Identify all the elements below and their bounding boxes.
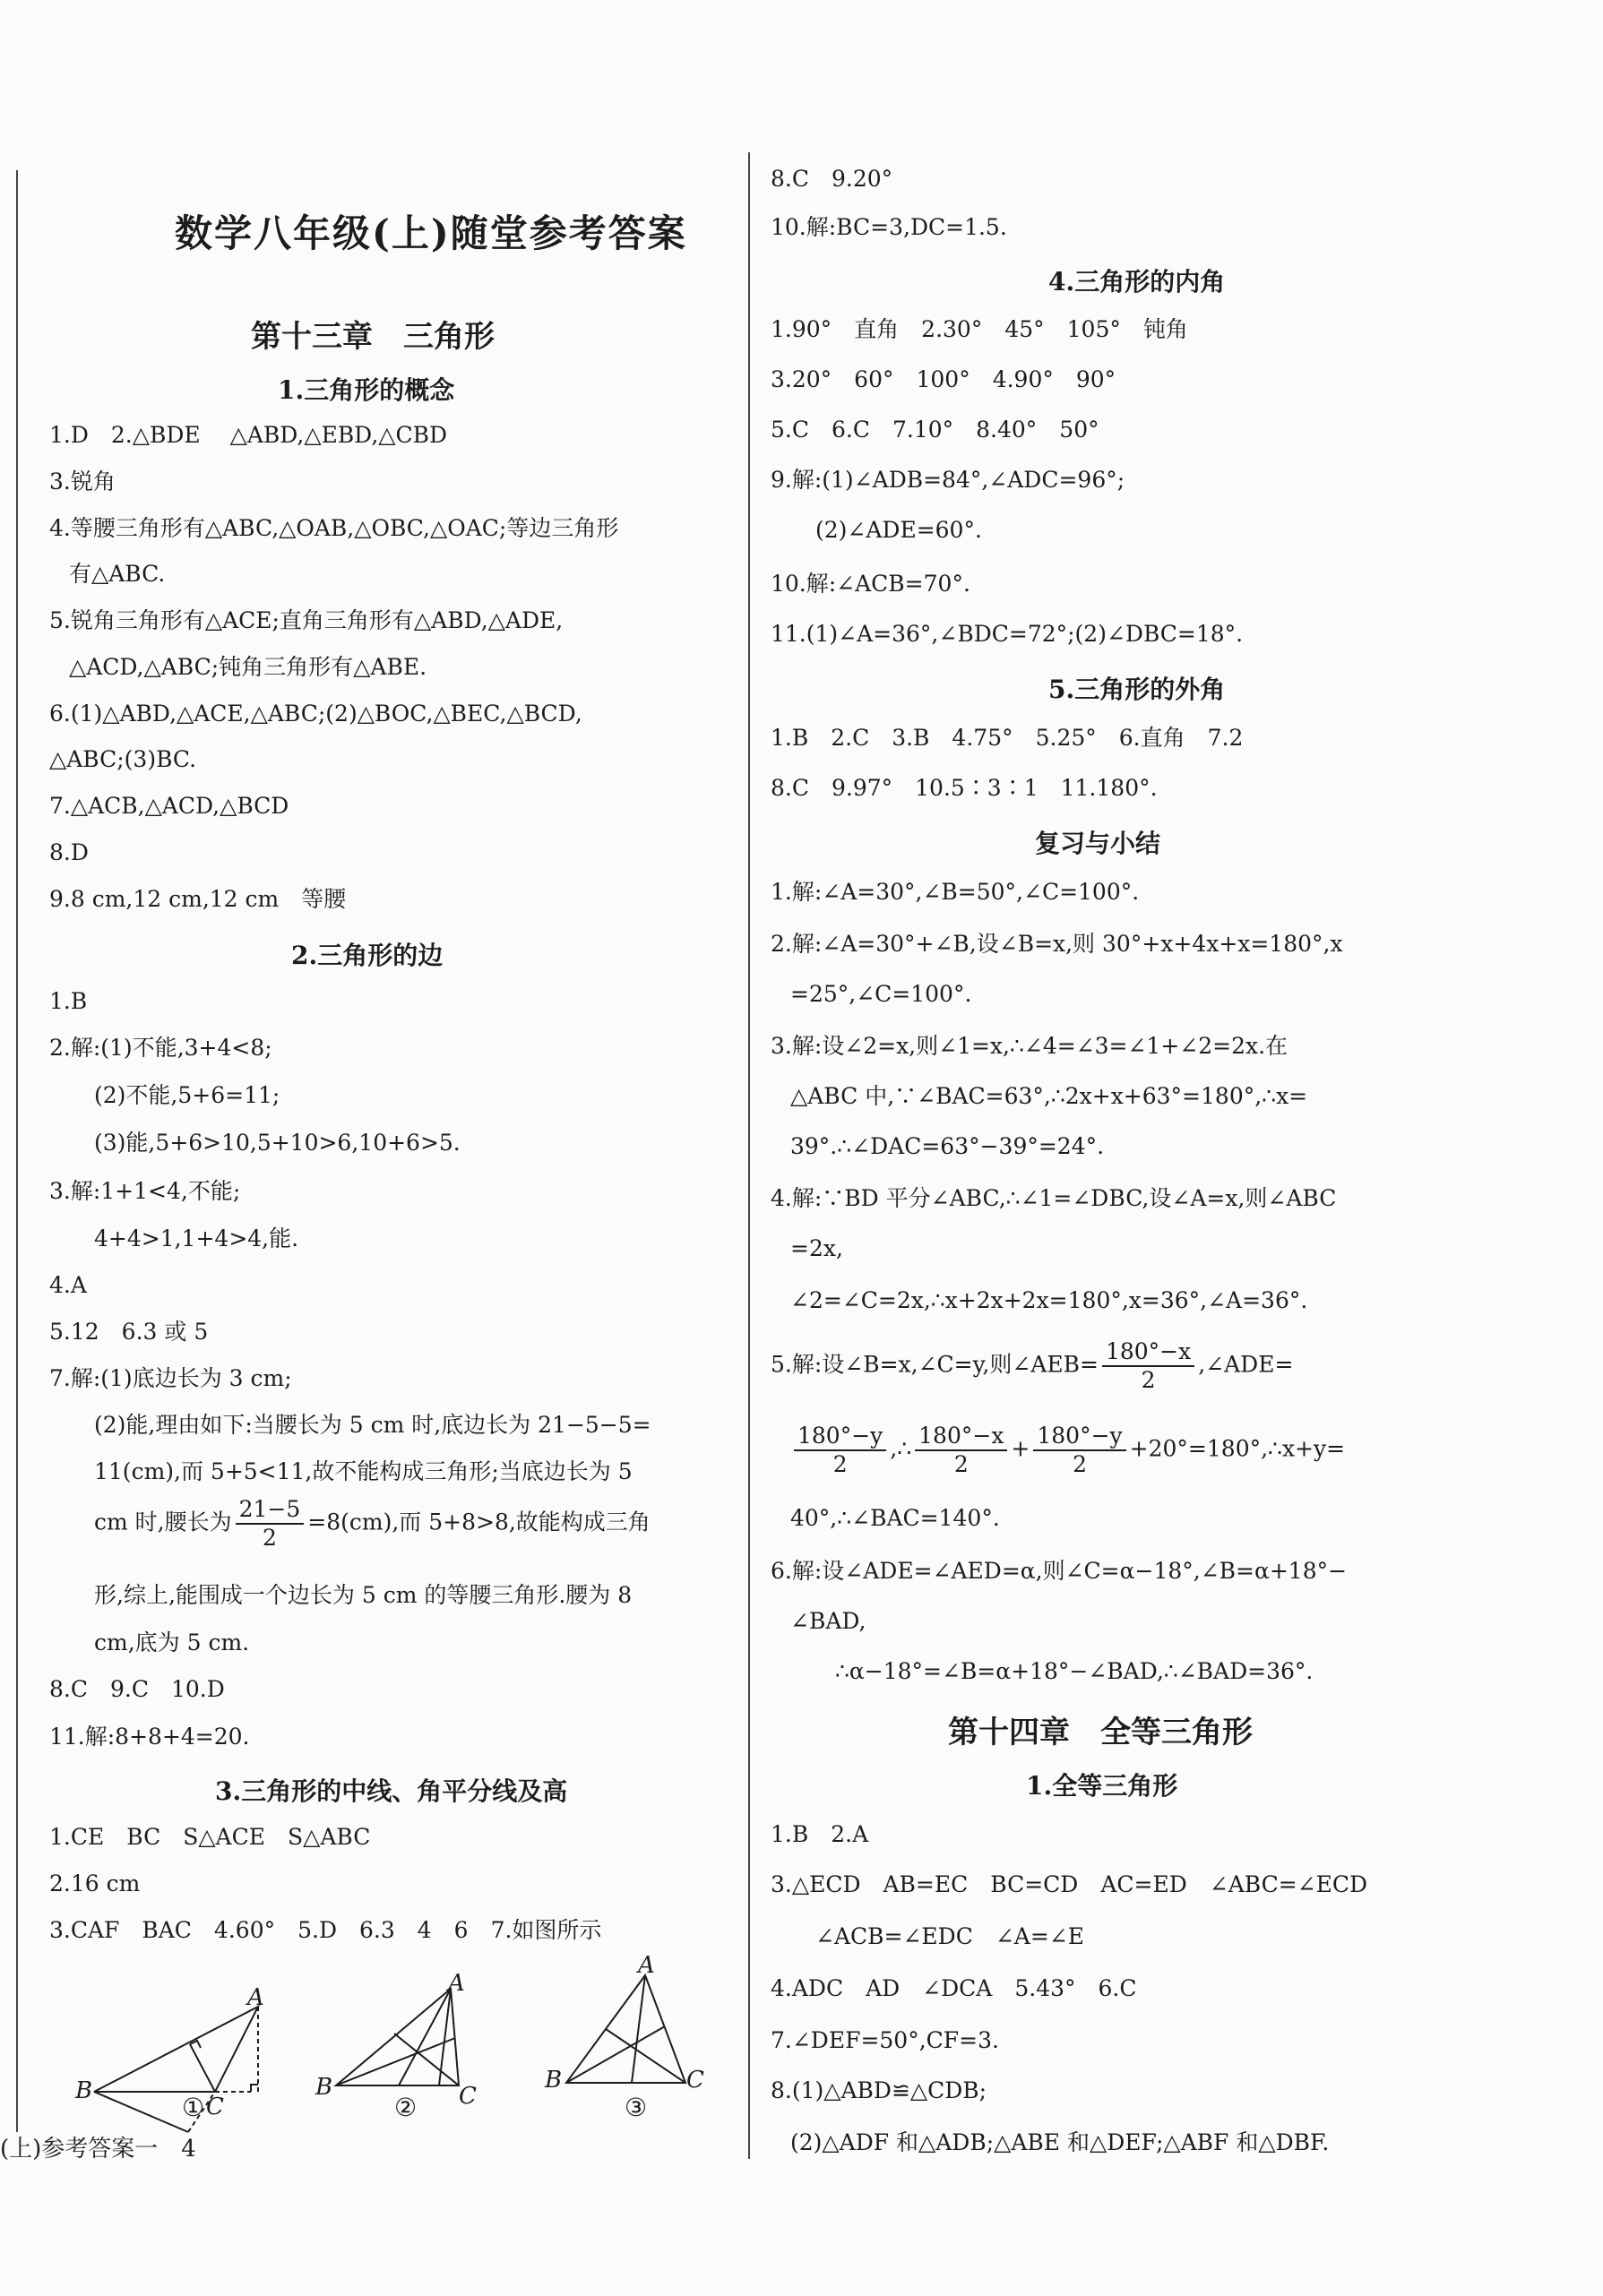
answer-line: 8.C 9.20° [771, 166, 893, 192]
answer-line: △ABC;(3)BC. [49, 746, 197, 772]
answer-line: 2.16 cm [49, 1870, 141, 1896]
figure-3-triangle [566, 1975, 685, 2083]
answer-line-with-fraction [790, 1423, 1345, 1478]
figure-1-label-a: A [247, 1984, 264, 2011]
answer-line: 8.C 9.C 10.D [49, 1676, 225, 1702]
fraction-denominator: 2 [832, 1451, 848, 1477]
answer-line: 11.解:8+8+4=20. [49, 1724, 250, 1750]
fraction-numerator: 21−5 [236, 1496, 305, 1525]
answer-line: ∠BAD, [790, 1608, 866, 1634]
answer-line: =25°,∠C=100°. [790, 981, 972, 1007]
answer-line: 9.8 cm,12 cm,12 cm 等腰 [49, 886, 347, 912]
fraction-denominator: 2 [262, 1525, 277, 1551]
answer-line: 3.CAF BAC 4.60° 5.D 6.3 4 6 7.如图所示 [49, 1917, 602, 1943]
answer-line: 1.B [49, 988, 88, 1014]
fraction [1033, 1423, 1125, 1478]
answer-line: 8.(1)△ABD≌△CDB; [771, 2077, 987, 2103]
figure-3-label-c: C [686, 2067, 704, 2094]
fraction-denominator: 2 [1141, 1367, 1156, 1393]
answer-line: =2x, [790, 1235, 843, 1261]
fraction-denominator: 2 [953, 1451, 969, 1477]
answer-line: 有△ABC. [69, 561, 166, 587]
figure-2-label-a: A [448, 1970, 465, 1997]
figure-2-number: ② [394, 2093, 418, 2122]
left-margin-rule [16, 170, 18, 2132]
answer-line: 5.C 6.C 7.10° 8.40° 50° [771, 417, 1099, 443]
answer-line: 8.C 9.97° 10.5∶3∶1 11.180°. [771, 775, 1158, 801]
answer-line: 8.D [49, 839, 89, 865]
answer-line: 1.D 2.△BDE △ABD,△EBD,△CBD [49, 422, 448, 448]
answer-line: 1.B 2.C 3.B 4.75° 5.25° 6.直角 7.2 [771, 725, 1244, 751]
figure-2-line-a [399, 1989, 451, 2085]
chapter-13-heading: 第十三章 三角形 [251, 319, 495, 355]
answer-line: 10.解:BC=3,DC=1.5. [771, 214, 1007, 240]
column-divider [748, 152, 750, 2159]
figure-3 [566, 1975, 685, 2083]
figure-2-label-b: B [315, 2074, 333, 2101]
answer-line: (3)能,5+6>10,5+10>6,10+6>5. [94, 1130, 461, 1156]
answer-line: 10.解:∠ACB=70°. [771, 571, 970, 597]
answer-line: 3.△ECD AB=EC BC=CD AC=ED ∠ABC=∠ECD [771, 1871, 1368, 1897]
text-fragment: + [1011, 1435, 1030, 1462]
text-fragment: ,∠ADE= [1198, 1351, 1294, 1378]
text-fragment: ,∴ [890, 1435, 912, 1462]
answer-line: 11.(1)∠A=36°,∠BDC=72°;(2)∠DBC=18°. [771, 621, 1244, 647]
chapter-14-heading: 第十四章 全等三角形 [948, 1715, 1253, 1750]
fraction-numerator: 180°−y [794, 1423, 886, 1451]
answer-line: (2)∠ADE=60°. [815, 517, 982, 543]
answer-line: 7.解:(1)底边长为 3 cm; [49, 1365, 292, 1391]
answer-line: 4.解:∵BD 平分∠ABC,∴∠1=∠DBC,设∠A=x,则∠ABC [771, 1185, 1337, 1211]
figure-1-right-angle-2 [251, 2085, 258, 2092]
answer-line: (2)不能,5+6=11; [94, 1082, 280, 1108]
answer-line: 5.锐角三角形有△ACE;直角三角形有△ABD,△ADE, [49, 607, 564, 633]
answer-line: △ACD,△ABC;钝角三角形有△ABE. [69, 654, 427, 680]
page-title: 数学八年级(上)随堂参考答案 [175, 211, 687, 255]
answer-line: 5.12 6.3 或 5 [49, 1319, 209, 1345]
figure-1 [94, 2007, 258, 2132]
figure-2-median [336, 2038, 455, 2085]
figure-1-triangle [94, 2007, 258, 2092]
figure-3-label-b: B [545, 2067, 563, 2094]
answer-line: cm,底为 5 cm. [94, 1630, 250, 1655]
answer-line: 2.解:∠A=30°+∠B,设∠B=x,则 30°+x+4x+x=180°,x [771, 931, 1343, 957]
answer-line: 1.解:∠A=30°,∠B=50°,∠C=100°. [771, 879, 1140, 905]
answer-line: △ABC 中,∵∠BAC=63°,∴2x+x+63°=180°,∴x= [790, 1083, 1308, 1109]
triangle-figures [0, 1952, 749, 2132]
answer-line: ∴α−18°=∠B=α+18°−∠BAD,∴∠BAD=36°. [835, 1658, 1314, 1684]
answer-line: 3.20° 60° 100° 4.90° 90° [771, 366, 1116, 392]
section-heading: 1.全等三角形 [1026, 1771, 1178, 1801]
text-fragment: +20°=180°,∴x+y= [1129, 1435, 1346, 1462]
fraction-denominator: 2 [1073, 1451, 1087, 1477]
answer-line: 形,综上,能围成一个边长为 5 cm 的等腰三角形.腰为 8 [94, 1582, 633, 1608]
text-fragment: 5.解:设∠B=x,∠C=y,则∠AEB= [771, 1351, 1099, 1378]
answer-line: 6.解:设∠ADE=∠AED=α,则∠C=α−18°,∠B=α+18°− [771, 1558, 1348, 1584]
answer-line: 4.A [49, 1272, 87, 1298]
text-fragment: cm 时,腰长为 [94, 1509, 232, 1535]
answer-line: 3.解:1+1<4,不能; [49, 1178, 241, 1204]
answer-line: (2)能,理由如下:当腰长为 5 cm 时,底边长为 21−5−5= [94, 1412, 651, 1438]
figure-2 [336, 1989, 459, 2085]
page-footer: (上)参考答案一 4 [0, 2136, 196, 2163]
answer-line: ∠ACB=∠EDC ∠A=∠E [815, 1923, 1084, 1949]
fraction-numerator: 180°−x [915, 1423, 1007, 1451]
figure-1-label-b: B [75, 2077, 93, 2104]
figure-2-label-c: C [459, 2083, 477, 2110]
section-heading: 4.三角形的内角 [1048, 267, 1226, 297]
fraction [1102, 1338, 1194, 1394]
answer-line: 6.(1)△ABD,△ACE,△ABC;(2)△BOC,△BEC,△BCD, [49, 701, 582, 727]
answer-line: 40°,∴∠BAC=140°. [790, 1505, 1000, 1531]
answer-line: 39°.∴∠DAC=63°−39°=24°. [790, 1133, 1105, 1159]
section-heading: 3.三角形的中线、角平分线及高 [215, 1776, 568, 1806]
figure-2-line-a2 [439, 1989, 451, 2085]
figure-3-number: ③ [625, 2093, 648, 2122]
answer-line: 2.解:(1)不能,3+4<8; [49, 1035, 272, 1061]
answer-line: 7.△ACB,△ACD,△BCD [49, 793, 289, 819]
fraction [794, 1423, 886, 1478]
figure-1-label-c: C [206, 2094, 224, 2120]
answer-line: 7.∠DEF=50°,CF=3. [771, 2027, 999, 2053]
figure-1-perp [94, 2092, 188, 2132]
answer-line-with-fraction [771, 1338, 1293, 1394]
answer-line: 4.等腰三角形有△ABC,△OAB,△OBC,△OAC;等边三角形 [49, 515, 619, 541]
answer-line: 4+4>1,1+4>4,能. [94, 1225, 299, 1251]
section-heading: 1.三角形的概念 [278, 375, 455, 405]
answer-line: 4.ADC AD ∠DCA 5.43° 6.C [771, 1975, 1137, 2001]
fraction-numerator: 180°−y [1033, 1423, 1125, 1451]
fraction [236, 1496, 305, 1552]
answer-line: 3.锐角 [49, 469, 116, 494]
answer-line: ∠2=∠C=2x,∴x+2x+2x=180°,x=36°,∠A=36°. [790, 1287, 1308, 1313]
text-fragment: =8(cm),而 5+8>8,故能构成三角 [307, 1509, 651, 1535]
answer-line: 9.解:(1)∠ADB=84°,∠ADC=96°; [771, 467, 1125, 493]
section-heading: 5.三角形的外角 [1048, 675, 1226, 704]
figure-3-label-a: A [638, 1952, 655, 1979]
answer-line: 1.B 2.A [771, 1821, 869, 1847]
section-heading: 2.三角形的边 [291, 941, 444, 970]
answer-line: 11(cm),而 5+5<11,故不能构成三角形;当底边长为 5 [94, 1458, 633, 1484]
answer-line: 1.CE BC S△ACE S△ABC [49, 1824, 371, 1850]
figure-1-number: ① [182, 2093, 205, 2122]
answer-line-with-fraction [94, 1496, 651, 1552]
fraction-numerator: 180°−x [1102, 1338, 1194, 1367]
section-heading: 复习与小结 [1035, 829, 1161, 858]
fraction [915, 1423, 1007, 1478]
answer-line: (2)△ADF 和△ADB;△ABE 和△DEF;△ABF 和△DBF. [790, 2129, 1330, 2155]
answer-line: 1.90° 直角 2.30° 45° 105° 钝角 [771, 316, 1188, 342]
answer-line: 3.解:设∠2=x,则∠1=x,∴∠4=∠3=∠1+∠2=2x.在 [771, 1033, 1288, 1059]
figure-1-altitude [190, 2044, 215, 2092]
